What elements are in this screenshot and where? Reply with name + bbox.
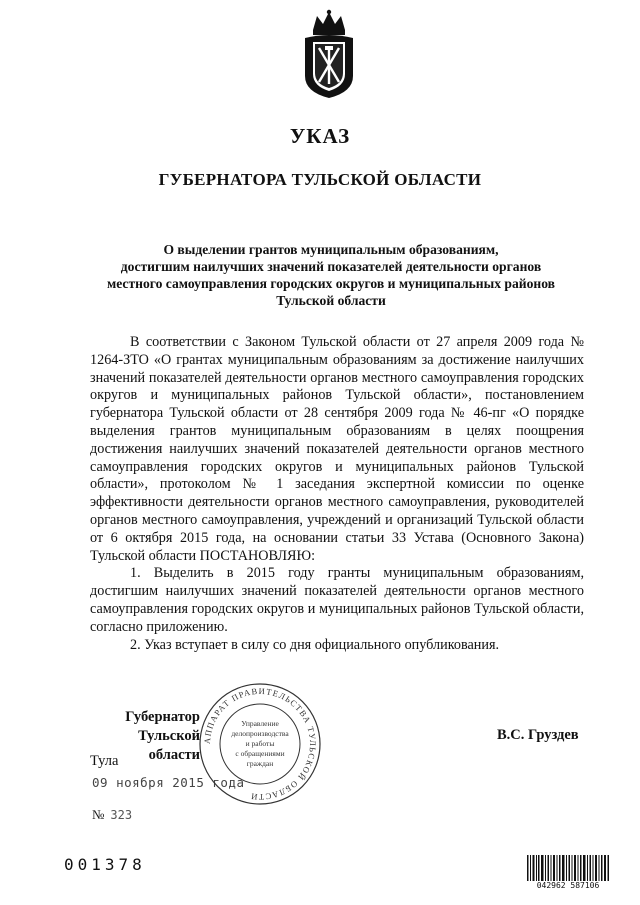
- document-number: [92, 807, 132, 823]
- tula-coat-of-arms-emblem: [301, 8, 357, 100]
- signatory-name: В.С. Груздев: [497, 727, 579, 743]
- stamp-center-line: с обращениями: [235, 749, 285, 758]
- decree-item-1: 1. Выделить в 2015 году гранты муниципальным образованиям, достигшим наилучших значений показателей деятельности органов местного самоуправления городских округов и муниципальных районов Тульской области, согласно приложению.: [90, 565, 584, 635]
- document-body: [90, 334, 584, 654]
- signatory-role-line: Губернатор: [125, 709, 200, 725]
- subject-line: местного самоуправления городских округов и муниципальных районов: [106, 276, 556, 291]
- barcode-number: 042962 587106: [527, 881, 609, 890]
- document-subject: [86, 241, 576, 309]
- number-label: №: [92, 807, 105, 822]
- official-stamp: [196, 680, 324, 808]
- decree-item-2: 2. Указ вступает в силу со дня официального опубликования.: [130, 636, 500, 653]
- issue-city: Тула: [90, 753, 119, 769]
- issue-date: 09 ноября 2015 года: [92, 775, 245, 790]
- subject-line: достигшим наилучших значений показателей деятельности органов: [120, 259, 542, 274]
- stamp-center-line: делопроизводства: [231, 729, 289, 738]
- number-value: 323: [110, 808, 133, 822]
- stamp-center-line: и работы: [245, 739, 275, 748]
- stamp-ring-text: АППАРАТ ПРАВИТЕЛЬСТВА ТУЛЬСКОЙ ОБЛАСТИ: [201, 685, 319, 803]
- subject-line: Тульской области: [276, 293, 386, 308]
- stamp-center-line: Управление: [241, 719, 279, 728]
- document-title: УКАЗ: [289, 124, 351, 148]
- signatory-role-line: Тульской области: [138, 728, 200, 763]
- document-issuer: ГУБЕРНАТОРА ТУЛЬСКОЙ ОБЛАСТИ: [158, 170, 482, 189]
- subject-line: О выделении грантов муниципальным образованиям,: [163, 242, 499, 257]
- preamble-paragraph: В соответствии с Законом Тульской области от 27 апреля 2009 года № 1264-ЗТО «О грантах муниципальным образованиям за достижение наилучших значений показателей деятельности органов местного самоуправления городских округов и муниципальных районов Тульской области», постановлением губернатора Тульской области от 28 сентября 2009 года № 46-пг «О порядке выделения грантов муниципальным образованиям в целях поощрения достижения наилучших значений показателей деятельности органов местного самоуправления городских округов и муниципальных районов Тульской области», протоколом № 1 заседания экспертной комиссии по оценке эффективности деятельности органов местного самоуправления, руководителей органов местного самоуправления, учреждений и организаций Тульской области от 6 октября 2015 года, на основании статьи 33 Устава (Основного Закона) Тульской области ПОСТАНОВЛЯЮ:: [90, 334, 584, 564]
- stamp-center-line: граждан: [246, 759, 274, 768]
- serial-number: 001378: [64, 855, 146, 874]
